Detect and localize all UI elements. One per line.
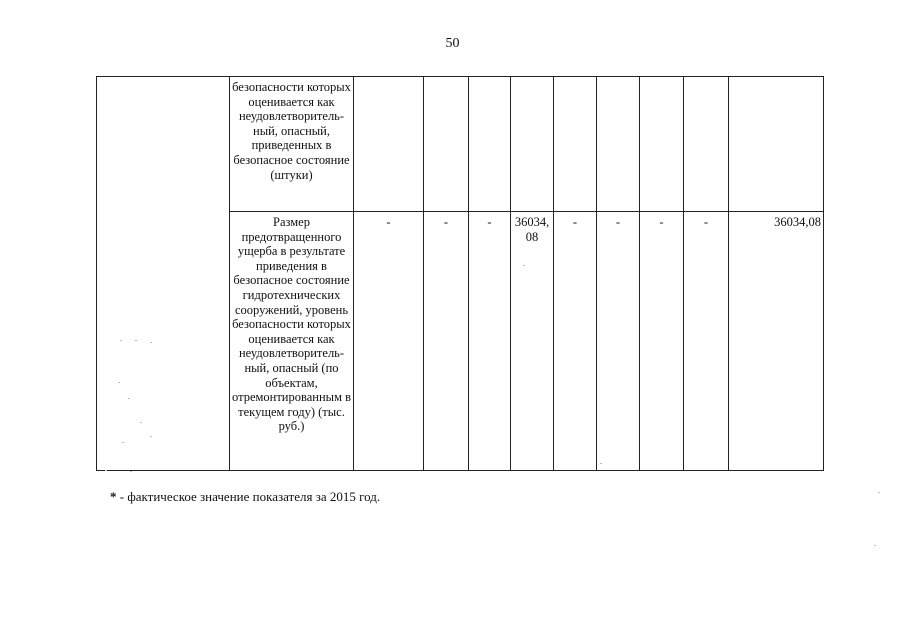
footnote-marker: *: [110, 489, 117, 504]
value-cell: [640, 77, 684, 212]
indicator-label-cell: безопасности которых оценивается как неудовлетворитель-ный, опасный, приведенных в безопасное состояние (штуки): [230, 77, 354, 212]
scan-speck: [128, 398, 130, 399]
value-cell: -: [424, 212, 469, 471]
indicators-table: [96, 76, 824, 471]
scan-speck: [600, 463, 602, 464]
value-cell: -: [469, 212, 511, 471]
indicator-label-cell: Размер предотвращенного ущерба в результате приведения в безопасное состояние гидротехнических сооружений, уровень безопасности которых оценивается как неудовлетворитель-ный, опасный (по объектам, отремонтированным в текущем году) (тыс. руб.): [230, 212, 354, 471]
scan-speck: [523, 265, 525, 266]
value-cell: [684, 77, 729, 212]
scan-speck: [150, 436, 152, 437]
scan-speck: [878, 492, 880, 493]
value-cell: [469, 77, 511, 212]
scan-speck: [150, 342, 152, 343]
scan-speck: [140, 422, 142, 423]
value-cell: -: [554, 212, 597, 471]
value-cell: -: [597, 212, 640, 471]
scan-speck: [118, 382, 120, 383]
value-cell: -: [640, 212, 684, 471]
value-cell: 36034, 08: [511, 212, 554, 471]
total-cell: 36034,08: [729, 212, 824, 471]
value-cell: -: [354, 212, 424, 471]
total-cell: [729, 77, 824, 212]
table-row: [97, 77, 824, 212]
scan-speck: [874, 545, 876, 546]
scan-speck: [135, 340, 137, 341]
value-cell: [511, 77, 554, 212]
empty-cell: [97, 77, 230, 471]
value-cell: [354, 77, 424, 212]
scan-speck: [130, 471, 132, 472]
scan-speck: [120, 340, 122, 341]
value-cell: [424, 77, 469, 212]
value-cell: [554, 77, 597, 212]
scan-speck: [122, 442, 124, 443]
footnote-text: - фактическое значение показателя за 2015 год.: [116, 489, 381, 504]
value-cell: [597, 77, 640, 212]
scan-speck: [105, 470, 107, 471]
footnote: [110, 489, 380, 505]
value-cell: -: [684, 212, 729, 471]
page-number: 50: [445, 36, 460, 51]
